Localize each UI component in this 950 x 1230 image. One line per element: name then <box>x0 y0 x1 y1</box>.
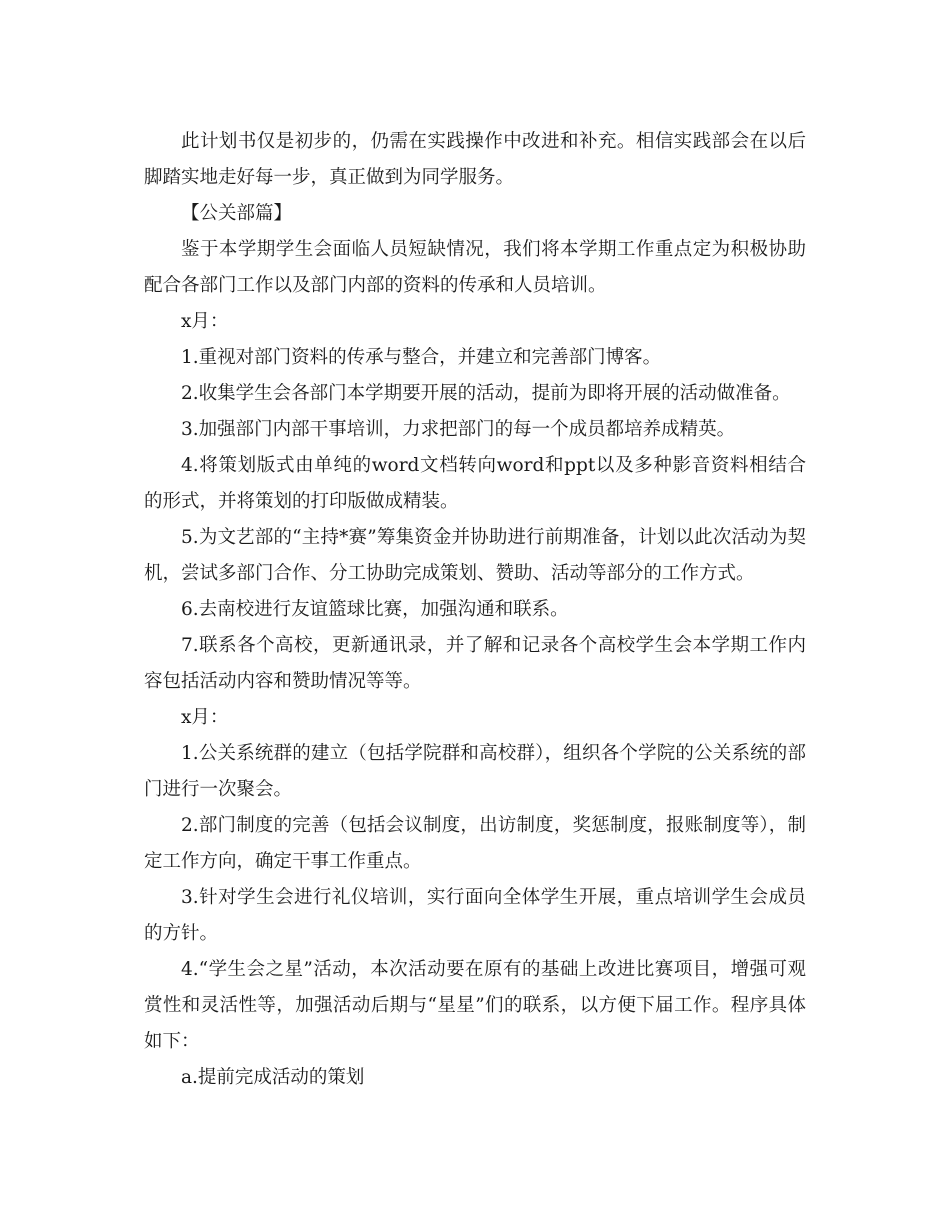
list-item: 6.去南校进行友谊篮球比赛，加强沟通和联系。 <box>181 599 569 620</box>
month-heading-2: x月： <box>181 707 229 728</box>
list-item: 3.针对学生会进行礼仪培训，实行面向全体学生开展，重点培训学生会成员的方针。 <box>144 887 806 944</box>
document-body <box>144 124 806 1096</box>
list-item: 5.为文艺部的“主持*赛”筹集资金并协助进行前期准备，计划以此次活动为契机，尝试多部门合作、分工协助完成策划、赞助、活动等部分的工作方式。 <box>144 527 806 584</box>
list-item: 3.加强部门内部干事培训，力求把部门的每一个成员都培养成精英。 <box>181 419 736 440</box>
month-heading-1: x月： <box>181 311 229 332</box>
list-item: 1.重视对部门资料的传承与整合，并建立和完善部门博客。 <box>181 347 662 368</box>
list-item: 4.“学生会之星”活动，本次活动要在原有的基础上改进比赛项目，增强可观赏性和灵活性等，加强活动后期与“星星”们的联系，以方便下届工作。程序具体如下： <box>144 959 806 1052</box>
list-item: 2.收集学生会各部门本学期要开展的活动，提前为即将开展的活动做准备。 <box>181 383 791 404</box>
sub-list-item: a.提前完成活动的策划 <box>181 1067 365 1088</box>
paragraph-intro-conclusion: 此计划书仅是初步的，仍需在实践操作中改进和补充。相信实践部会在以后脚踏实地走好每一步，真正做到为同学服务。 <box>144 131 806 188</box>
list-item: 4.将策划版式由单纯的word文档转向word和ppt以及多种影音资料相结合的形式，并将策划的打印版做成精装。 <box>144 455 806 512</box>
list-item: 2.部门制度的完善（包括会议制度，出访制度，奖惩制度，报账制度等），制定工作方向，确定干事工作重点。 <box>144 815 806 872</box>
list-item: 1.公关系统群的建立（包括学院群和高校群），组织各个学院的公关系统的部门进行一次聚会。 <box>144 743 806 800</box>
section-heading-public-relations: 【公关部篇】 <box>181 203 293 224</box>
paragraph-overview: 鉴于本学期学生会面临人员短缺情况，我们将本学期工作重点定为积极协助配合各部门工作以及部门内部的资料的传承和人员培训。 <box>144 239 806 296</box>
list-item: 7.联系各个高校，更新通讯录，并了解和记录各个高校学生会本学期工作内容包括活动内容和赞助情况等等。 <box>144 635 806 692</box>
